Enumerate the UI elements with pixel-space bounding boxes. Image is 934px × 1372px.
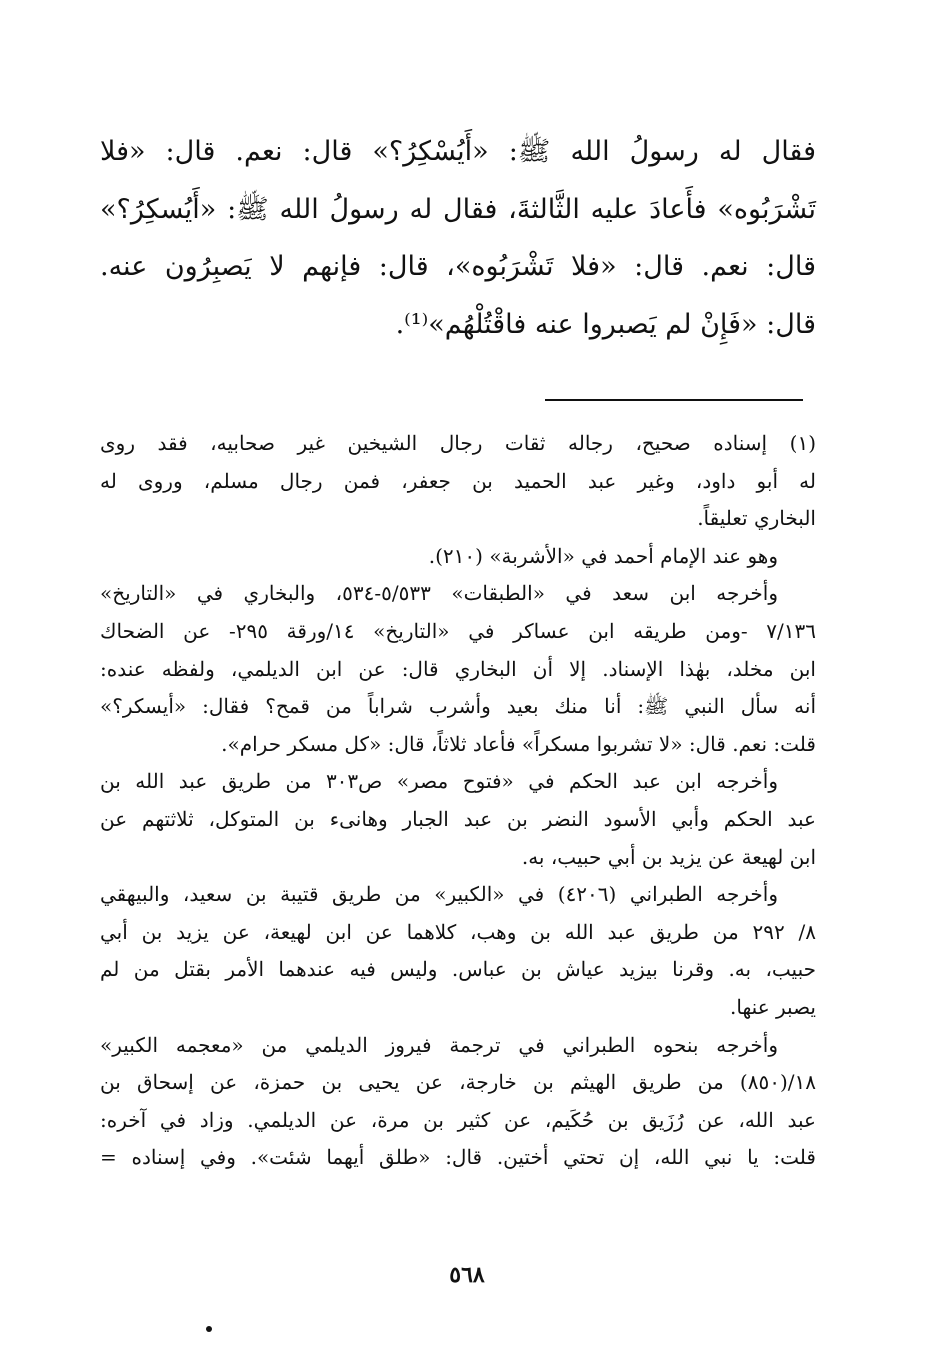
footnote-line: قلت: نعم. قال: «لا تشربوا مسكراً» فأعاد ثلاثاً، قال: «كل مسكر حرام». (221, 731, 816, 756)
footnote-line: (١) إسناده صحيح، رجاله ثقات رجال الشيخين غير صحابيه، فقد روى (100, 431, 816, 455)
footnote-line: وأخرجه ابن سعد في «الطبقات» ٥/٥٣٣-٥٣٤، والبخاري في «التاريخ» (100, 581, 778, 606)
page-number: ٥٦٨ (449, 1262, 485, 1288)
main-text (100, 123, 816, 353)
main-text-line: قال: «فَإِنْ لم يَصبروا عنه فاقْتُلْهُم»⁽¹⁾. (395, 308, 816, 340)
footnote-line: قلت: يا نبي الله، إن تحتي أختين. قال: «طلق أيهما شئت». وفي إسناده = (100, 1145, 816, 1170)
footnote-line: ابن لهيعة عن يزيد بن أبي حبيب، به. (521, 844, 816, 869)
footnote-line: وهو عند الإمام أحمد في «الأشربة» (٢١٠). (428, 543, 778, 568)
footnotes (100, 425, 816, 1177)
footnote-line: أنه سأل النبي ﷺ: أنا منك بعيد وأشرب شراباً من قمح؟ فقال: «أيسكر؟» (100, 694, 816, 719)
footnote-line: ٨/ ٢٩٢ من طريق عبد الله بن وهب، كلاهما عن ابن لهيعة، عن يزيد بن أبي (100, 919, 816, 944)
footnote-line: وأخرجه الطبراني (٤٢٠٦) في «الكبير» من طريق قتيبة بن سعيد، والبيهقي (100, 882, 778, 907)
footnote-line: حبيب، به. وقرنا بيزيد عياش بن عباس. وليس فيه عندهما الأمر بقتل من لم (100, 957, 816, 982)
footnote-line: ابن مخلد، بهٰذا الإسناد. إلا أن البخاري قال: عن ابن الديلمي، ولفظه عنده: (100, 656, 816, 681)
footnote-line: البخاري تعليقاً. (697, 506, 816, 531)
footnote-line: يصبر عنها. (730, 994, 816, 1019)
footnote-line: عبد الحكم وأبي الأسود النضر بن عبد الجبار وهانىء بن المتوكل، ثلاثتهم عن (100, 806, 816, 831)
footnote-line: ١٨/(٨٥٠) من طريق الهيثم بن خارجة، عن يحيى بن حمزة، عن إسحاق بن (100, 1070, 816, 1095)
ink-dot (206, 1326, 212, 1332)
footnote-line: وأخرجه ابن عبد الحكم في «فتوح مصر» ص٣٠٣ من طريق عبد الله بن (100, 769, 778, 794)
footnote-line: عبد الله، عن رُزَيق بن حُكَيم، عن كثير بن مرة، عن الديلمي. وزاد في آخره: (100, 1107, 816, 1132)
main-text-line: قال: نعم. قال: «فلا تَشْرَبُوه»، قال: فإنهم لا يَصبِرُون عنه. (100, 251, 816, 282)
main-text-line: فقال له رسولُ الله ﷺ: «أَيُسْكِرُ؟» قال: نعم. قال: «فلا (100, 136, 816, 167)
footnote-line: ٧/١٣٦ -ومن طريقه ابن عساكر في «التاريخ» ١٤/ورقة ٢٩٥- عن الضحاك (100, 618, 816, 643)
footnote-line: له أبو داود، وغير عبد الحميد بن جعفر، فمن رجال مسلم، وروى له (100, 468, 816, 493)
footnote-line: وأخرجه بنحوه الطبراني في ترجمة فيروز الديلمي من «معجمه الكبير» (100, 1032, 778, 1057)
main-text-line: تَشْرَبُوه» فأَعادَ عليه الثَّالثةَ، فقال له رسولُ الله ﷺ: «أَيُسكِرُ؟» (100, 193, 816, 225)
footnote-separator (545, 399, 803, 401)
